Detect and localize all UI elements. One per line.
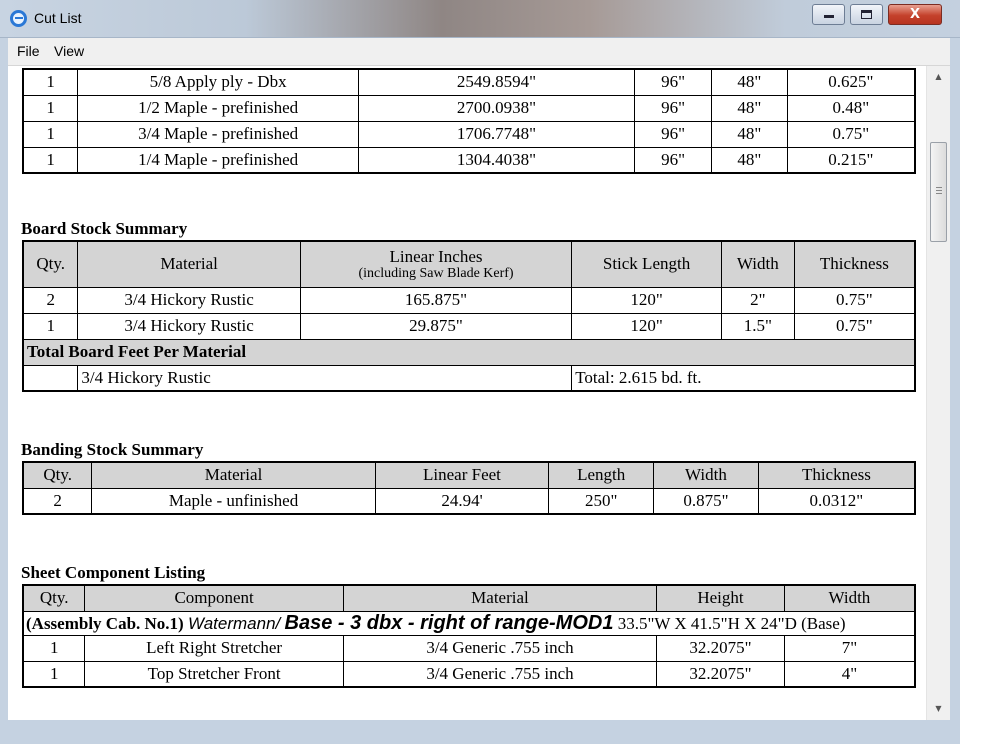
internet-explorer-icon [10, 10, 27, 27]
assembly-header [23, 611, 915, 635]
sheet-stock-row-cell: 96" [635, 121, 712, 147]
assembly-dims: 33.5"W X 41.5"H X 24"D (Base) [617, 613, 846, 633]
component-row-cell: 7" [784, 635, 915, 661]
report-content [8, 66, 926, 720]
board-total-material: 3/4 Hickory Rustic [78, 365, 572, 391]
component-row-cell: 32.2075" [657, 661, 785, 687]
component-row-cell: 1 [23, 635, 85, 661]
assembly-brand: Watermann/ [187, 613, 281, 633]
sheet-stock-row-cell: 96" [635, 95, 712, 121]
banding-stock-table [22, 461, 916, 515]
board-stock-table [22, 240, 916, 392]
component-row-cell: 4" [784, 661, 915, 687]
close-icon: X [909, 7, 921, 22]
sheet-stock-row-cell: 48" [711, 69, 787, 95]
board-header-stick-length: Stick Length [572, 241, 722, 287]
banding-stock-title: Banding Stock Summary [21, 440, 204, 459]
sheet-stock-row-cell: 1304.4038" [358, 147, 634, 173]
banding-header-2: Linear Feet [375, 462, 549, 488]
sheet-stock-row-cell: 0.625" [787, 69, 915, 95]
board-stock-row-cell: 3/4 Hickory Rustic [78, 313, 300, 339]
close-button[interactable] [888, 4, 942, 25]
component-row-cell: Left Right Stretcher [85, 635, 343, 661]
banding-header-4: Width [654, 462, 759, 488]
sheet-stock-row-cell: 48" [711, 121, 787, 147]
components-header-1: Component [85, 585, 343, 611]
maximize-button[interactable] [850, 4, 883, 25]
banding-row-cell: Maple - unfinished [92, 488, 375, 514]
menu-file[interactable]: File [17, 43, 40, 59]
scroll-up-arrow-icon[interactable]: ▲ [935, 72, 942, 81]
banding-row-cell: 24.94' [375, 488, 549, 514]
component-row-cell: 3/4 Generic .755 inch [343, 661, 656, 687]
board-header-material: Material [78, 241, 300, 287]
linear-inches-label: Linear Inches [389, 247, 483, 267]
maximize-icon [861, 10, 872, 19]
board-stock-row-cell: 2" [721, 287, 794, 313]
banding-row [23, 488, 915, 514]
board-stock-row-cell: 2 [23, 287, 78, 313]
components-header-3: Height [657, 585, 785, 611]
window-frame-right [950, 38, 960, 744]
board-total-blank [23, 365, 78, 391]
minimize-icon [824, 15, 834, 18]
banding-row-cell: 0.875" [654, 488, 759, 514]
grip-icon [936, 187, 942, 194]
sheet-stock-row-cell: 96" [635, 147, 712, 173]
banding-header-0: Qty. [23, 462, 92, 488]
title-bar [0, 0, 982, 38]
sheet-components-title: Sheet Component Listing [21, 563, 206, 582]
board-stock-row-cell: 0.75" [794, 287, 915, 313]
board-stock-row-cell: 165.875" [300, 287, 571, 313]
sheet-stock-row-cell: 1706.7748" [358, 121, 634, 147]
board-total-label: Total Board Feet Per Material [23, 339, 915, 365]
banding-header-3: Length [549, 462, 654, 488]
banding-header-1: Material [92, 462, 375, 488]
board-stock-row-cell: 1 [23, 313, 78, 339]
assembly-prefix: (Assembly Cab. No.1) [26, 613, 184, 633]
assembly-name: Base - 3 dbx - right of range-MOD1 [284, 611, 614, 634]
sheet-stock-row-cell: 1 [23, 69, 78, 95]
sheet-stock-row-cell: 1/2 Maple - prefinished [78, 95, 359, 121]
sheet-stock-row [23, 147, 915, 173]
board-header-qty: Qty. [23, 241, 78, 287]
sheet-stock-row-cell: 1 [23, 95, 78, 121]
banding-row-cell: 2 [23, 488, 92, 514]
component-row [23, 661, 915, 687]
banding-row-cell: 250" [549, 488, 654, 514]
desktop-background [960, 0, 982, 744]
sheet-stock-row-cell: 0.215" [787, 147, 915, 173]
linear-inches-sublabel: (including Saw Blade Kerf) [358, 266, 514, 282]
board-stock-row [23, 287, 915, 313]
banding-header-5: Thickness [758, 462, 915, 488]
board-stock-row [23, 313, 915, 339]
component-row-cell: 32.2075" [657, 635, 785, 661]
board-header-width: Width [721, 241, 794, 287]
scrollbar-thumb[interactable] [930, 142, 947, 242]
board-total-value: Total: 2.615 bd. ft. [572, 365, 915, 391]
sheet-stock-row-cell: 48" [711, 147, 787, 173]
board-stock-row-cell: 0.75" [794, 313, 915, 339]
sheet-components-table [22, 584, 916, 688]
board-header-thickness: Thickness [794, 241, 915, 287]
board-header-linear-inches [300, 241, 571, 287]
board-stock-row-cell: 120" [572, 287, 722, 313]
sheet-stock-table [22, 68, 916, 174]
component-row-cell: Top Stretcher Front [85, 661, 343, 687]
minimize-button[interactable] [812, 4, 845, 25]
sheet-stock-row [23, 69, 915, 95]
components-header-4: Width [784, 585, 915, 611]
sheet-stock-row-cell: 48" [711, 95, 787, 121]
sheet-stock-row-cell: 5/8 Apply ply - Dbx [78, 69, 359, 95]
sheet-stock-row-cell: 0.75" [787, 121, 915, 147]
component-row [23, 635, 915, 661]
board-stock-row-cell: 120" [572, 313, 722, 339]
sheet-stock-row-cell: 0.48" [787, 95, 915, 121]
window-frame-left [0, 38, 8, 744]
banding-row-cell: 0.0312" [758, 488, 915, 514]
menu-bar [8, 38, 950, 66]
vertical-scrollbar[interactable] [926, 66, 950, 720]
board-stock-row-cell: 1.5" [721, 313, 794, 339]
sheet-stock-row-cell: 1/4 Maple - prefinished [78, 147, 359, 173]
sheet-stock-row-cell: 96" [635, 69, 712, 95]
board-stock-row-cell: 29.875" [300, 313, 571, 339]
menu-view[interactable]: View [54, 43, 85, 59]
sheet-stock-row-cell: 2700.0938" [358, 95, 634, 121]
component-row-cell: 1 [23, 661, 85, 687]
components-header-2: Material [343, 585, 656, 611]
sheet-stock-row [23, 95, 915, 121]
sheet-stock-row [23, 121, 915, 147]
sheet-stock-row-cell: 1 [23, 121, 78, 147]
scroll-down-arrow-icon[interactable]: ▼ [935, 704, 942, 713]
window-frame-bottom [8, 720, 950, 744]
board-stock-title: Board Stock Summary [21, 219, 188, 238]
sheet-stock-row-cell: 1 [23, 147, 78, 173]
component-row-cell: 3/4 Generic .755 inch [343, 635, 656, 661]
components-header-0: Qty. [23, 585, 85, 611]
sheet-stock-row-cell: 2549.8594" [358, 69, 634, 95]
board-stock-row-cell: 3/4 Hickory Rustic [78, 287, 300, 313]
window-title: Cut List [34, 10, 82, 26]
sheet-stock-row-cell: 3/4 Maple - prefinished [78, 121, 359, 147]
